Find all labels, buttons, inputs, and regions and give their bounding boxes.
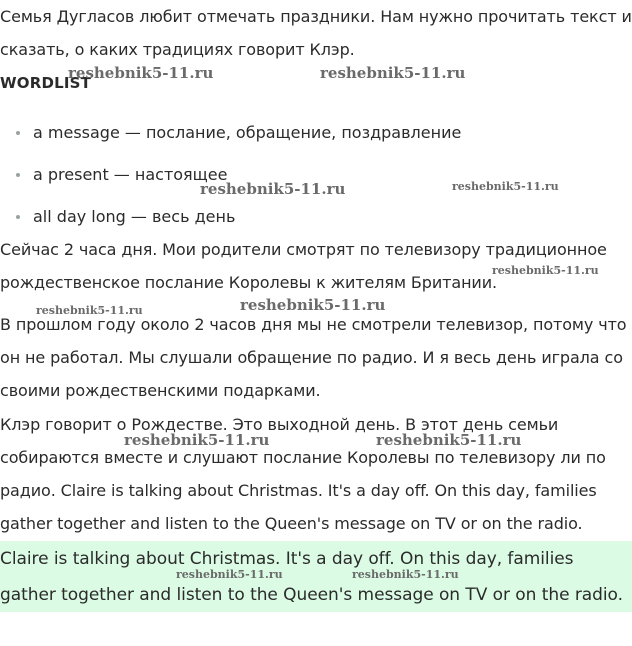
highlight-answer-text: Claire is talking about Christmas. It's a day off. On this day, families gather together and listen to the Queen's message on TV or on the radio. xyxy=(0,549,623,605)
watermark: reshebnik5-11.ru xyxy=(352,568,459,581)
watermark: reshebnik5-11.ru xyxy=(320,64,466,82)
wordlist-item-text: all day long — весь день xyxy=(33,207,236,226)
watermark: reshebnik5-11.ru xyxy=(200,180,346,198)
wordlist xyxy=(0,116,461,242)
watermark: reshebnik5-11.ru xyxy=(240,296,386,314)
watermark: reshebnik5-11.ru xyxy=(452,180,559,193)
wordlist-item xyxy=(0,158,461,200)
bullet-icon xyxy=(16,131,20,135)
watermark: reshebnik5-11.ru xyxy=(68,64,214,82)
wordlist-heading: WORDLIST xyxy=(0,74,92,92)
watermark: reshebnik5-11.ru xyxy=(376,431,522,449)
watermark: reshebnik5-11.ru xyxy=(176,568,283,581)
watermark: reshebnik5-11.ru xyxy=(124,431,270,449)
wordlist-item-text: a present — настоящее xyxy=(33,165,228,184)
paragraph-answer: Клэр говорит о Рождестве. Это выходной день. В этот день семьи собираются вместе и слушают послание Королевы по телевизору ли по радио. Claire is talking about Christmas. It's a day off. On this day, families gather together and listen to the Queen's message on TV or on the radio. xyxy=(0,415,606,533)
watermark: reshebnik5-11.ru xyxy=(492,264,599,277)
wordlist-item-text: a message — послание, обращение, поздравление xyxy=(33,123,462,142)
bullet-icon xyxy=(16,173,20,177)
answer-highlight-box xyxy=(0,541,632,612)
bullet-icon xyxy=(16,215,20,219)
paragraph-now: Сейчас 2 часа дня. Мои родители смотрят по телевизору традиционное рождественское послание Королевы к жителям Британии. xyxy=(0,240,607,292)
intro-paragraph: Семья Дугласов любит отмечать праздники. Нам нужно прочитать текст и сказать, о каких традициях говорит Клэр. xyxy=(0,7,632,59)
watermark: reshebnik5-11.ru xyxy=(36,304,143,317)
wordlist-item xyxy=(0,116,461,158)
paragraph-last-year: В прошлом году около 2 часов дня мы не смотрели телевизор, потому что он не работал. Мы слушали обращение по радио. И я весь день играла со своими рождественскими подарками. xyxy=(0,315,627,400)
